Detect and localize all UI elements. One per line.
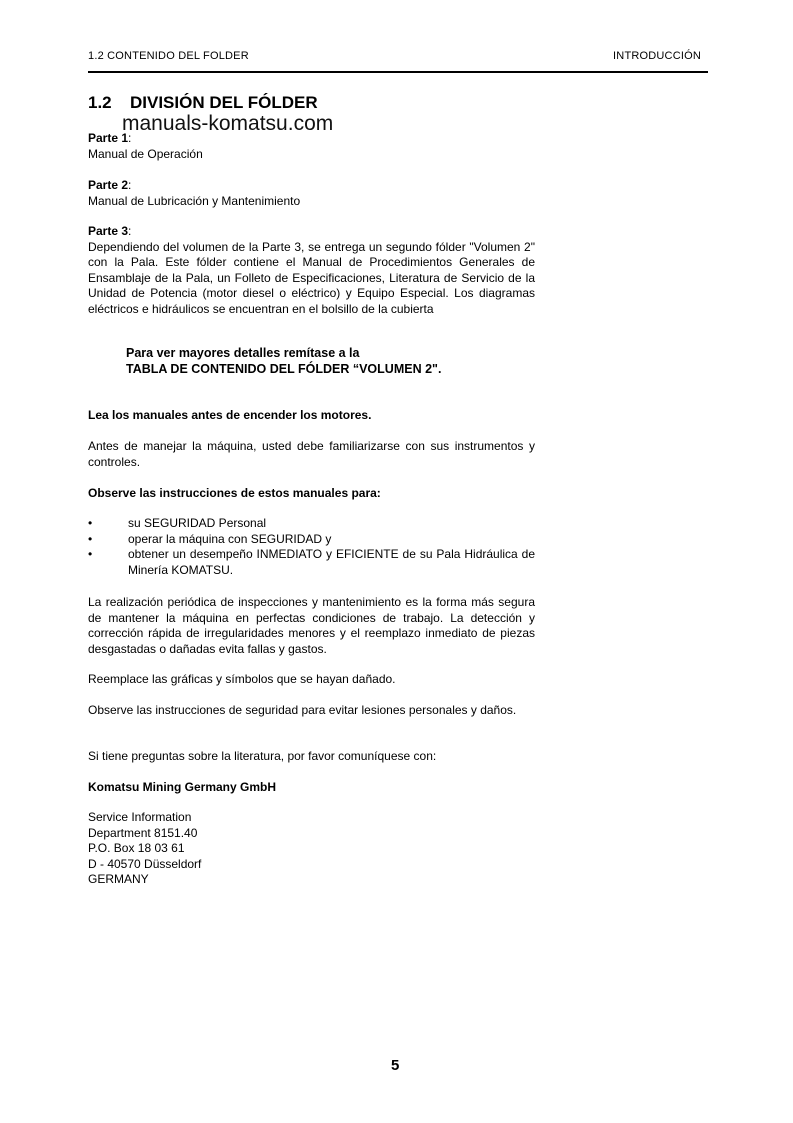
header-divider — [88, 71, 708, 73]
bullet-icon: • — [88, 531, 93, 546]
running-header-chapter: INTRODUCCIÓN — [613, 50, 701, 62]
page-number: 5 — [391, 1057, 400, 1074]
read-manuals-text: Antes de manejar la máquina, usted debe familiarizarse con sus instrumentos y controles. — [88, 439, 535, 469]
observe-heading: Observe las instrucciones de estos manuales para: — [88, 486, 381, 500]
address-line: Service Information — [88, 810, 192, 824]
section-title-text: DIVISIÓN DEL FÓLDER — [130, 93, 318, 112]
part-3: Parte 3: Dependiendo del volumen de la Parte 3, se entrega un segundo fólder "Volumen 2" con la Pala. Este fólder contiene el Manual de Procedimientos Generales de Ensamblaje de la Pala, un Folleto de Especificaciones, Literatura de Servicio de la Unidad de Potencia (motor diesel o eléctrico) y Equipo Especial. Los diagramas eléctricos e hidráulicos se encuentran en el bolsillo de la cubierta — [88, 224, 535, 316]
reference-note: Para ver mayores detalles remítase a la TABLA DE CONTENIDO DEL FÓLDER “VOLUMEN 2". — [126, 346, 442, 376]
list-item: • su SEGURIDAD Personal — [88, 516, 267, 530]
maintenance-paragraph: La realización periódica de inspecciones y mantenimiento es la forma más segura de mantener la máquina en perfectas condiciones de trabajo. La detección y corrección rápida de irregularidades menores y el reemplazo inmediato de piezas desgastadas o dañadas evita fallas y gastos. — [88, 595, 535, 656]
safety-paragraph: Observe las instrucciones de seguridad para evitar lesiones personales y daños. — [88, 703, 517, 717]
section-title — [88, 93, 318, 113]
part-label: Parte 3 — [88, 224, 129, 238]
list-item: • obtener un desempeño INMEDIATO y EFICIENTE de su Pala Hidráulica de Minería KOMATSU. — [88, 547, 535, 577]
company-name: Komatsu Mining Germany GmbH — [88, 780, 277, 794]
part-2: Parte 2: Manual de Lubricación y Mantenimiento — [88, 178, 535, 209]
running-header-section: 1.2 CONTENIDO DEL FOLDER — [88, 50, 249, 62]
part-label: Parte 2 — [88, 178, 129, 192]
read-manuals-heading: Lea los manuales antes de encender los motores. — [88, 408, 372, 422]
watermark: manuals-komatsu.com — [122, 112, 334, 135]
bullet-icon: • — [88, 547, 93, 561]
part-label: Parte 1 — [88, 131, 129, 145]
address-block — [88, 810, 535, 888]
address-line: GERMANY — [88, 872, 149, 886]
address-line: P.O. Box 18 03 61 — [88, 841, 185, 855]
list-item: • operar la máquina con SEGURIDAD y — [88, 531, 332, 546]
part-text: Dependiendo del volumen de la Parte 3, se entrega un segundo fólder "Volumen 2" con la Pala. Este fólder contiene el Manual de Procedimientos Generales de Ensamblaje de la Pala, un Folleto de Especificaciones, Literatura de Servicio de la Unidad de Potencia (motor diesel o eléctrico) y Equipo Especial. Los diagramas eléctricos e hidráulicos se encuentran en el bolsillo de la cubierta — [88, 239, 535, 316]
bullet-list — [88, 516, 535, 578]
part-1: Parte 1: Manual de Operación — [88, 131, 535, 162]
part-text: Manual de Operación — [88, 146, 203, 161]
replace-graphics-paragraph: Reemplace las gráficas y símbolos que se hayan dañado. — [88, 672, 396, 686]
address-line: D - 40570 Düsseldorf — [88, 856, 202, 871]
part-text: Manual de Lubricación y Mantenimiento — [88, 193, 301, 208]
address-line: Department 8151.40 — [88, 825, 198, 840]
section-number: 1.2 — [88, 93, 112, 112]
bullet-icon: • — [88, 516, 93, 530]
contact-paragraph: Si tiene preguntas sobre la literatura, por favor comuníquese con: — [88, 749, 437, 763]
